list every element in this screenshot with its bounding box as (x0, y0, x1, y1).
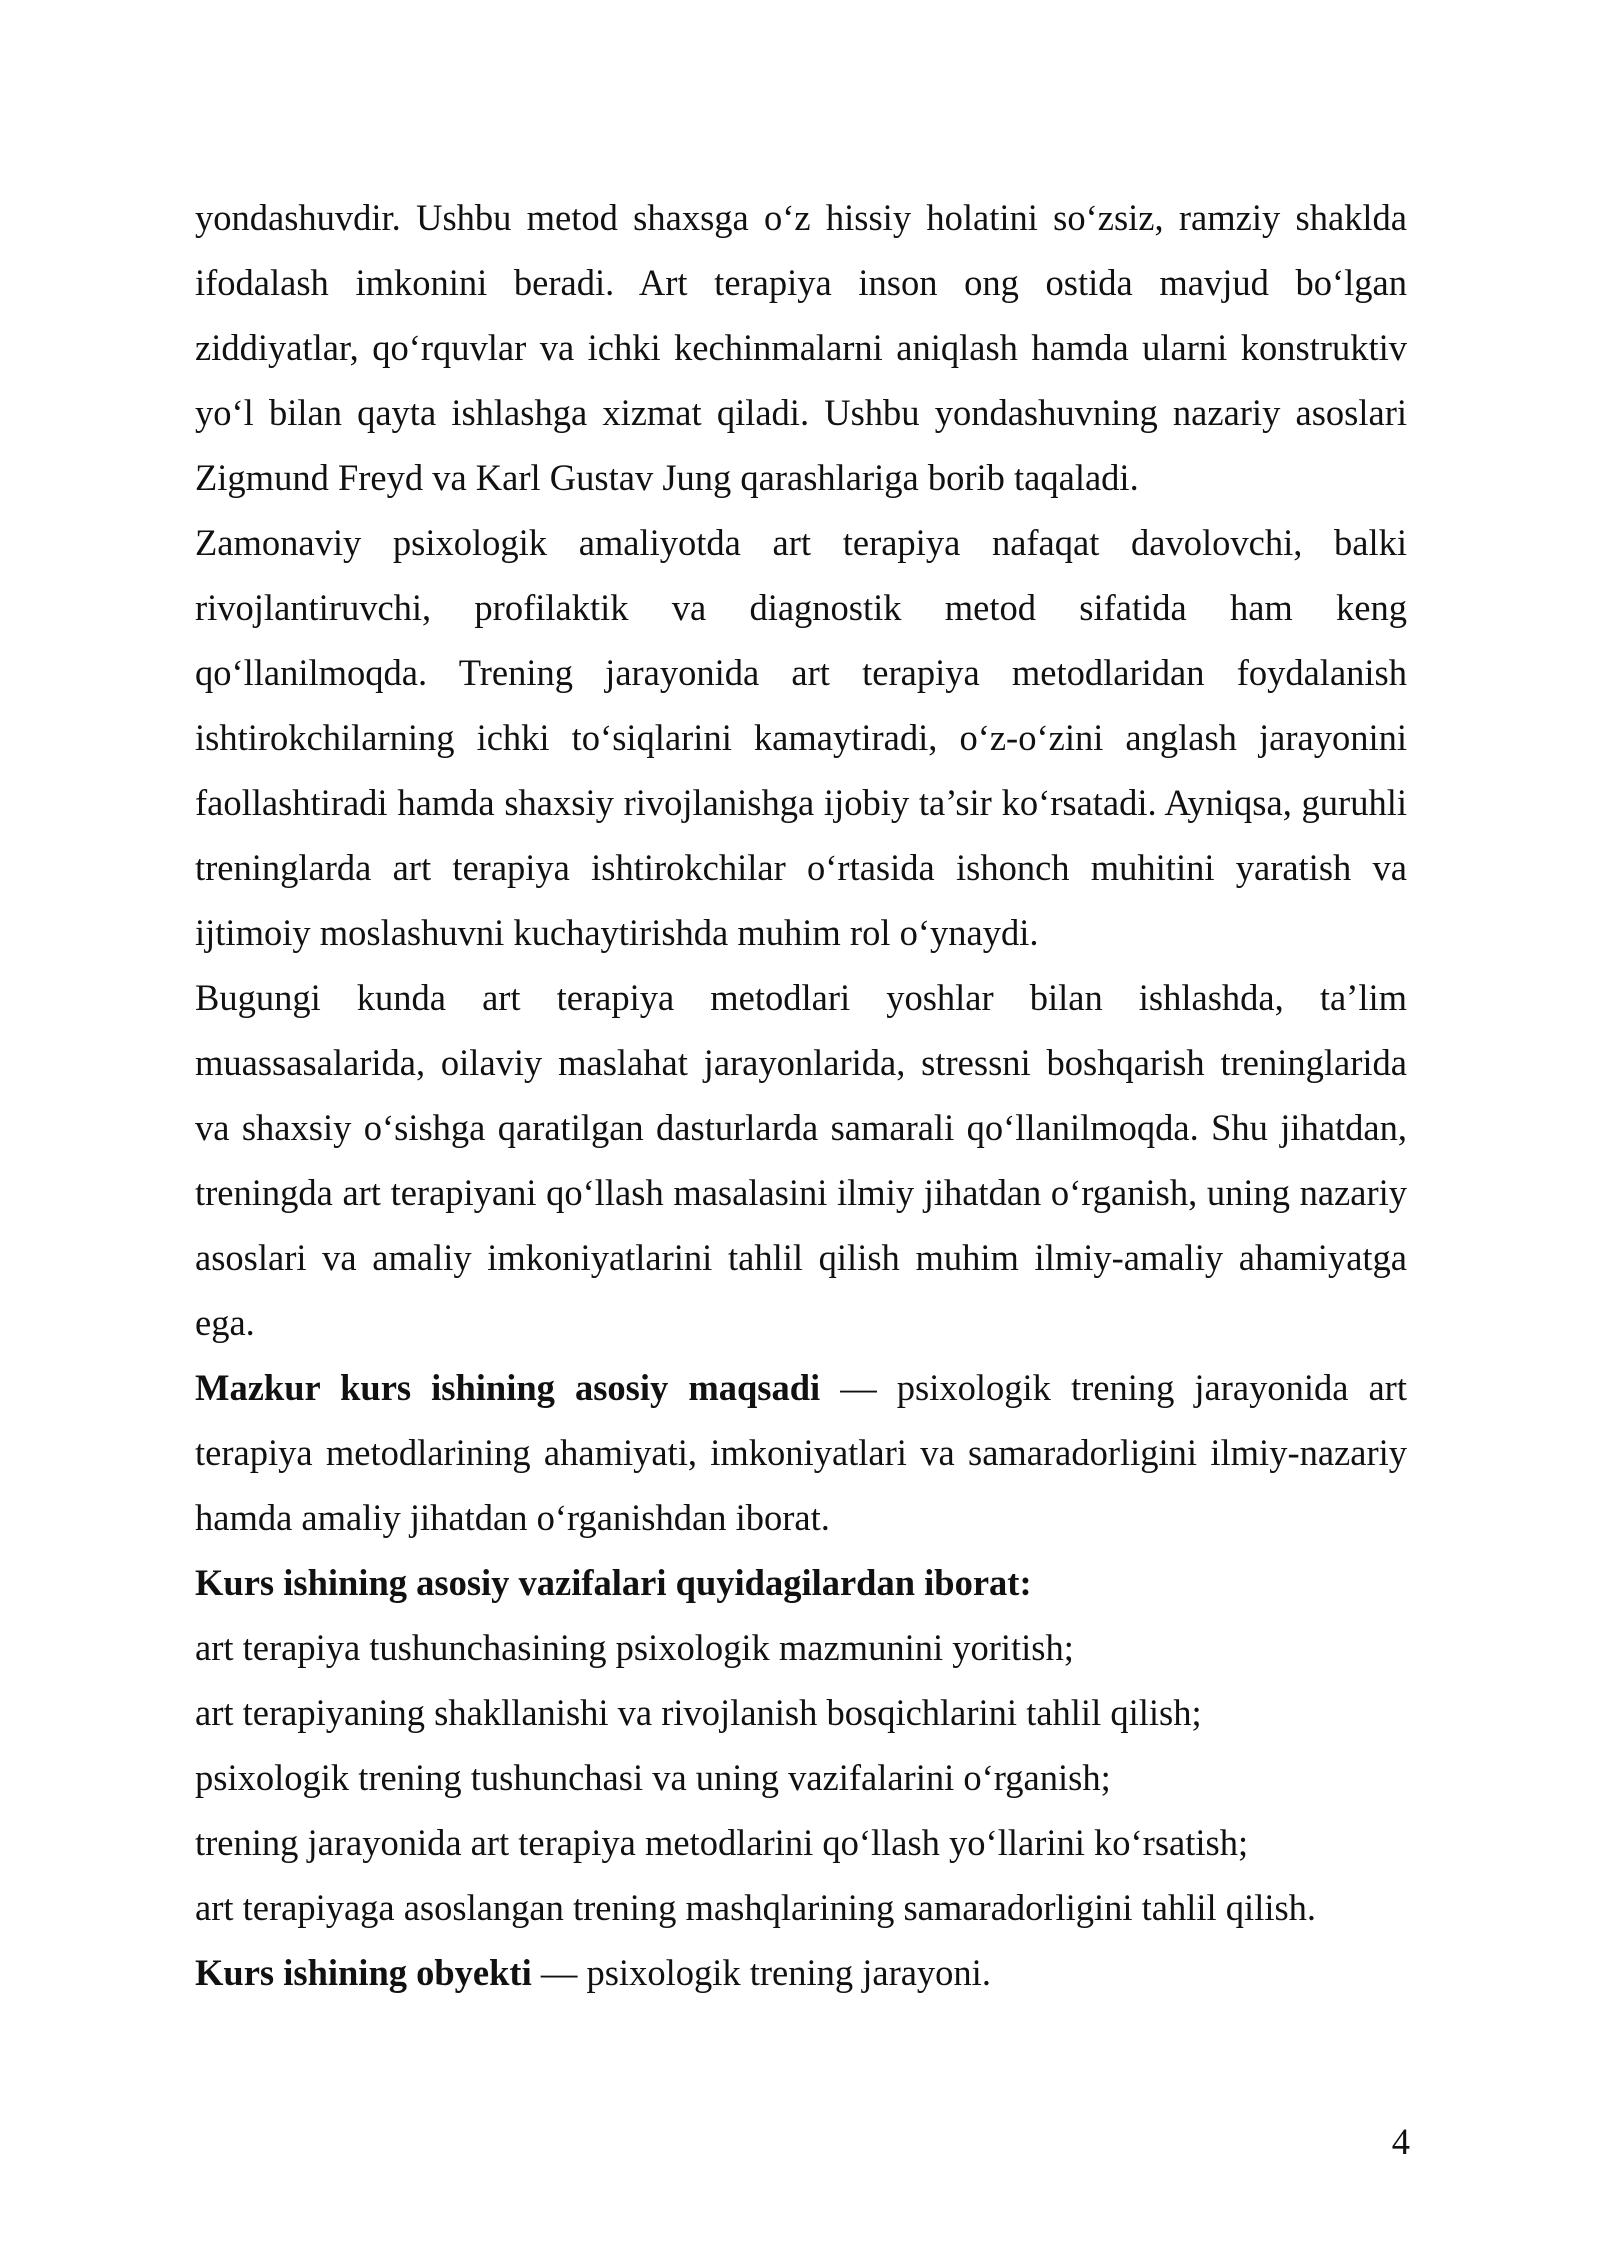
paragraph-course-goal (195, 1355, 1407, 1550)
task-item: art terapiyaning shakllanishi va rivojlanish bosqichlarini tahlil qilish; (195, 1692, 1202, 1733)
task-item: trening jarayonida art terapiya metodlarini qo‘llash yo‘llarini ko‘rsatish; (195, 1822, 1249, 1863)
tasks-heading: Kurs ishining asosiy vazifalari quyidagilardan iborat: (195, 1562, 1032, 1603)
paragraph-art-therapy-intro: yondashuvdir. Ushbu metod shaxsga o‘z hissiy holatini so‘zsiz, ramziy shaklda ifodalash imkonini beradi. Art terapiya inson ong ostida mavjud bo‘lgan ziddiyatlar, qo‘rquvlar va ichki kechinmalarni aniqlash hamda ularni konstruktiv yo‘l bilan qayta ishlashga xizmat qiladi. Ushbu yondashuvning nazariy asoslari Zigmund Freyd va Karl Gustav Jung qarashlariga borib taqaladi. (195, 197, 1407, 498)
course-goal-text: — psixologik trening jarayonida art terapiya metodlarining ahamiyati, imkoniyatlari va samaradorligini ilmiy-nazariy hamda amaliy jihatdan o‘rganishdan iborat. (195, 1367, 1407, 1538)
task-item: psixologik trening tushunchasi va uning vazifalarini o‘rganish; (195, 1757, 1111, 1798)
course-object-text: — psixologik trening jarayoni. (531, 1952, 991, 1993)
paragraph-course-object (195, 1940, 1407, 2005)
document-page (195, 185, 1407, 2005)
task-item: art terapiyaga asoslangan trening mashqlarining samaradorligini tahlil qilish. (195, 1887, 1317, 1928)
paragraph-current-applications: Bugungi kunda art terapiya metodlari yoshlar bilan ishlashda, ta’lim muassasalarida, oilaviy maslahat jarayonlarida, stressni boshqarish treninglarida va shaxsiy o‘sishga qaratilgan dasturlarda samarali qo‘llanilmoqda. Shu jihatdan, treningda art terapiyani qo‘llash masalasini ilmiy jihatdan o‘rganish, uning nazariy asoslari va amaliy imkoniyatlarini tahlil qilish muhim ilmiy-amaliy ahamiyatga ega. (195, 977, 1407, 1343)
task-item: art terapiya tushunchasining psixologik mazmunini yoritish; (195, 1627, 1074, 1668)
course-goal-label: Mazkur kurs ishining asosiy maqsadi (195, 1367, 821, 1408)
course-object-label: Kurs ishining obyekti (195, 1952, 532, 1993)
paragraph-modern-practice: Zamonaviy psixologik amaliyotda art terapiya nafaqat davolovchi, balki rivojlantiruvchi, profilaktik va diagnostik metod sifatida ham keng qo‘llanilmoqda. Trening jarayonida art terapiya metodlaridan foydalanish ishtirokchilarning ichki to‘siqlarini kamaytiradi, o‘z-o‘zini anglash jarayonini faollashtiradi hamda shaxsiy rivojlanishga ijobiy ta’sir ko‘rsatadi. Ayniqsa, guruhli treninglarda art terapiya ishtirokchilar o‘rtasida ishonch muhitini yaratish va ijtimoiy moslashuvni kuchaytirishda muhim rol o‘ynaydi. (195, 522, 1407, 953)
page-number: 4 (1391, 2121, 1410, 2162)
